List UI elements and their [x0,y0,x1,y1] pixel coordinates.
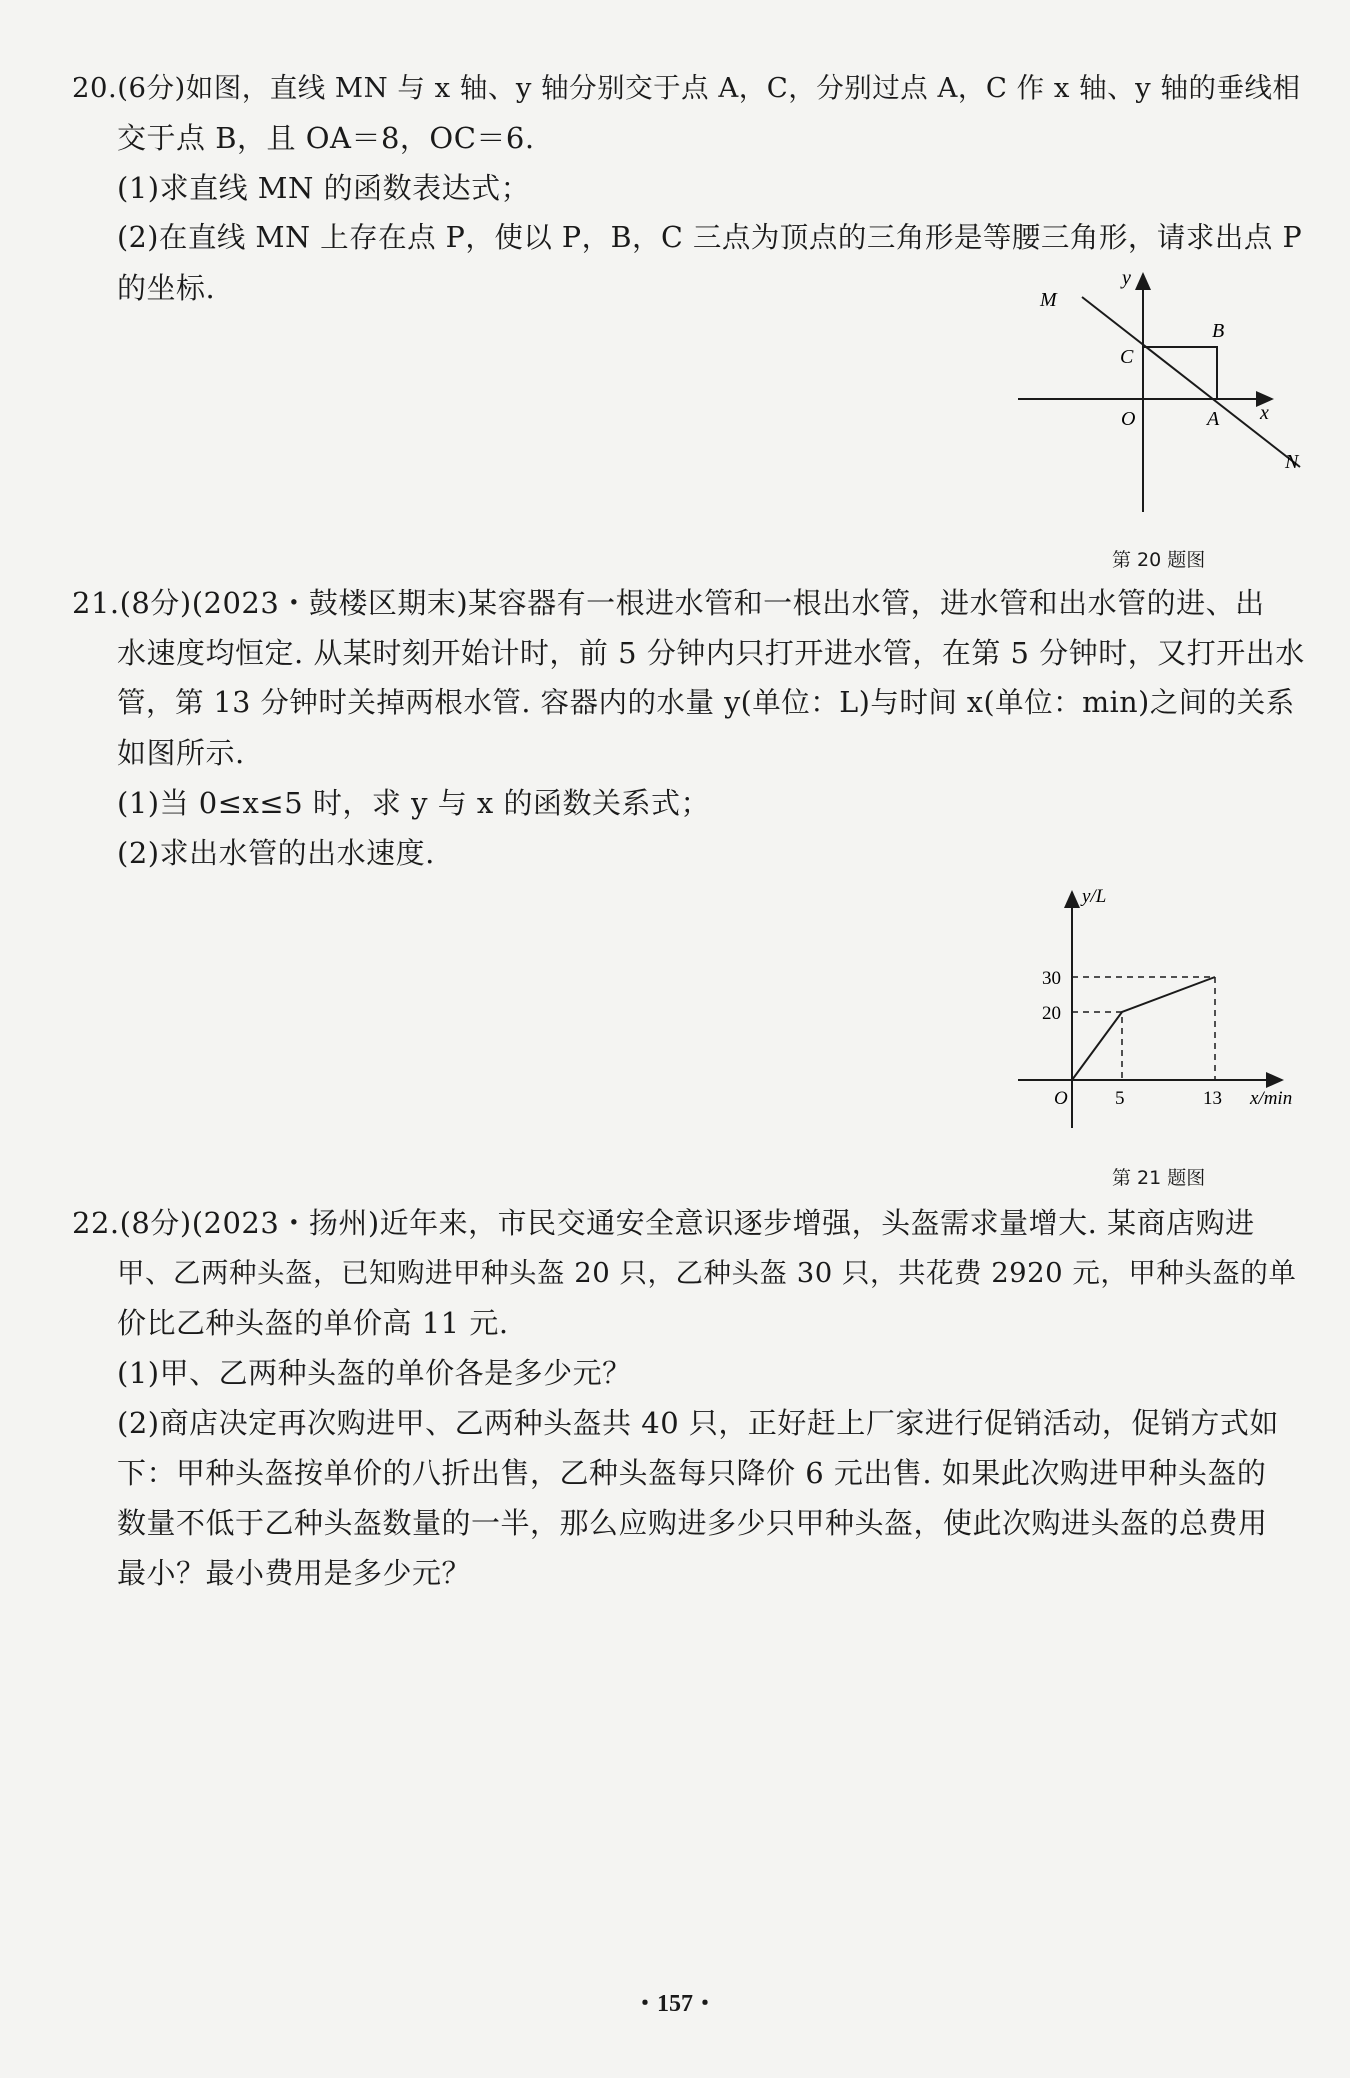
label-c: C [1120,346,1134,368]
water-volume-line [1072,977,1215,1080]
q22-line-2: 甲、乙两种头盔，已知购进甲种头盔 20 只，乙种头盔 30 只，共花费 2920 元，甲种头盔的单 [117,1257,1297,1289]
line-mn [1082,297,1300,467]
q21-line-3: 管，第 13 分钟时关掉两根水管. 容器内的水量 y(单位：L)与时间 x(单位：min)之间的关系 [117,686,1295,719]
q21-figure [1010,880,1330,1140]
xtick-5: 5 [1115,1088,1125,1109]
xtick-13: 13 [1203,1088,1222,1109]
label-o: O [1121,408,1136,430]
q20-line-1: 20.(6分)如图，直线 MN 与 x 轴、y 轴分别交于点 A，C，分别过点 A，C 作 x 轴、y 轴的垂线相 [72,72,1301,104]
q20-part-2-cont: 的坐标. [117,271,216,305]
q21-figure-caption: 第 21 题图 [1112,1167,1206,1189]
q21-line-1: 21.(8分)(2023・鼓楼区期末)某容器有一根进水管和一根出水管，进水管和出水管的进、出 [72,586,1265,620]
label-n: N [1285,451,1299,473]
q21-line-2: 水速度均恒定. 从某时刻开始计时，前 5 分钟内只打开进水管，在第 5 分钟时，又打开出水 [117,636,1305,670]
q22-part-2-line-3: 数量不低于乙种头盔数量的一半，那么应购进多少只甲种头盔，使此次购进头盔的总费用 [117,1506,1268,1540]
q22-part-2: (2)商店决定再次购进甲、乙两种头盔共 40 只，正好赶上厂家进行促销活动，促销方式如 [117,1406,1279,1440]
q22-line-1: 22.(8分)(2023・扬州)近年来，市民交通安全意识逐步增强，头盔需求量增大. 某商店购进 [72,1206,1255,1240]
label-m: M [1040,289,1057,311]
x-axis-label: x/min [1250,1088,1293,1109]
q20-part-2: (2)在直线 MN 上存在点 P，使以 P，B，C 三点为顶点的三角形是等腰三角形，请求出点 P [117,221,1303,254]
label-a: A [1207,408,1220,430]
q22-line-3: 价比乙种头盔的单价高 11 元. [117,1306,509,1340]
ytick-20: 20 [1042,1003,1061,1024]
q21-line-4: 如图所示. [117,736,245,770]
page-number: ・157・ [633,1991,717,2017]
q21-part-1: (1)当 0≤x≤5 时，求 y 与 x 的函数关系式； [117,786,710,820]
label-b: B [1212,320,1225,342]
ytick-30: 30 [1042,968,1061,989]
q22-part-1: (1)甲、乙两种头盔的单价各是多少元？ [117,1356,632,1390]
q20-figure [1010,262,1320,522]
label-x: x [1260,402,1269,424]
q20-part-1: (1)求直线 MN 的函数表达式； [117,171,531,205]
q21-part-2: (2)求出水管的出水速度. [117,836,435,870]
origin-label: O [1054,1088,1068,1109]
q20-line-2: 交于点 B，且 OA＝8，OC＝6. [117,121,535,155]
q22-part-2-line-4: 最小？最小费用是多少元？ [117,1556,472,1590]
label-y: y [1122,267,1131,289]
y-axis-label: y/L [1082,886,1107,907]
q20-figure-caption: 第 20 题图 [1112,549,1206,571]
q22-part-2-line-2: 下：甲种头盔按单价的八折出售，乙种头盔每只降价 6 元出售. 如果此次购进甲种头盔的 [117,1456,1267,1490]
